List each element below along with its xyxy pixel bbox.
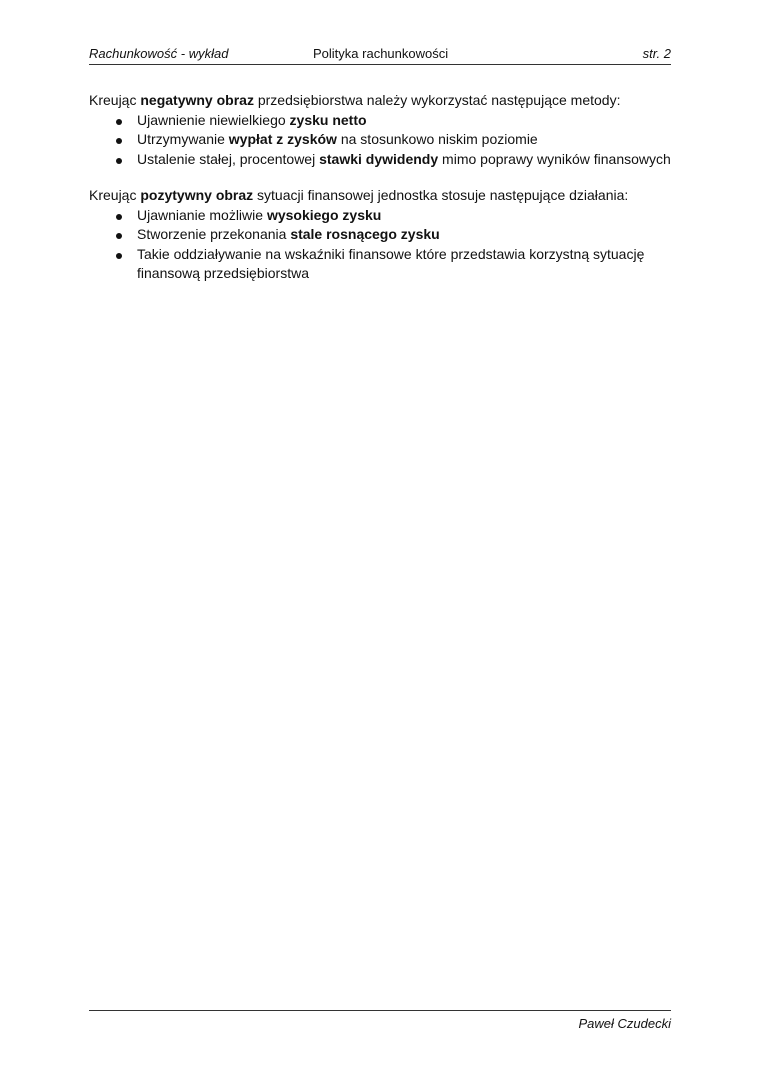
item-text: Takie oddziaływanie na wskaźniki finansowe które przedstawia korzystną sytuację finansową przedsiębiorstwa <box>137 245 645 281</box>
item-text: mimo poprawy wyników finansowych <box>438 150 671 167</box>
section-positive-image <box>89 186 671 284</box>
item-bold-text: zysku netto <box>289 111 367 128</box>
bullet-list <box>89 111 671 170</box>
item-bold-text: wypłat z zysków <box>228 131 337 147</box>
list-item <box>89 111 671 131</box>
item-bold-text: wysokiego zysku <box>266 206 382 223</box>
bullet-icon <box>116 214 122 220</box>
bullet-icon <box>116 138 122 144</box>
list-item <box>89 130 671 150</box>
header-course-title: Rachunkowość - wykład <box>89 46 229 61</box>
list-item <box>89 206 671 226</box>
header-topic-title: Polityka rachunkowości <box>313 46 449 61</box>
item-text: Ujawnianie możliwie <box>137 206 267 223</box>
list-item <box>89 150 671 170</box>
header-page-number: str. 2 <box>642 46 671 61</box>
footer-author: Paweł Czudecki <box>578 1016 671 1031</box>
intro-bold-text: negatywny obraz <box>140 92 254 108</box>
item-text: Ustalenie stałej, procentowej <box>137 150 320 167</box>
bullet-icon <box>116 233 122 239</box>
intro-text: sytuacji finansowej jednostka stosuje następujące działania: <box>253 187 629 203</box>
bullet-icon <box>116 253 122 259</box>
item-text: Ujawnienie niewielkiego <box>137 111 290 128</box>
item-text: na stosunkowo niskim poziomie <box>336 131 538 147</box>
item-bold-text: stale rosnącego zysku <box>290 226 440 242</box>
bullet-icon <box>116 158 122 164</box>
bullet-list <box>89 206 671 284</box>
page-footer <box>89 1010 671 1031</box>
section-intro <box>89 186 671 206</box>
section-intro <box>89 91 671 111</box>
bullet-icon <box>116 119 122 125</box>
list-item <box>89 245 671 284</box>
page-header <box>89 44 671 65</box>
section-negative-image <box>89 91 671 169</box>
intro-text: Kreując <box>89 187 141 203</box>
intro-text: przedsiębiorstwa należy wykorzystać następujące metody: <box>253 92 621 108</box>
intro-text: Kreując <box>89 92 141 108</box>
intro-bold-text: pozytywny obraz <box>140 187 254 203</box>
item-bold-text: stawki dywidendy <box>319 150 439 167</box>
document-body <box>89 91 671 301</box>
item-text: Stworzenie przekonania <box>137 226 291 242</box>
list-item <box>89 225 671 245</box>
item-text: Utrzymywanie <box>137 131 229 147</box>
